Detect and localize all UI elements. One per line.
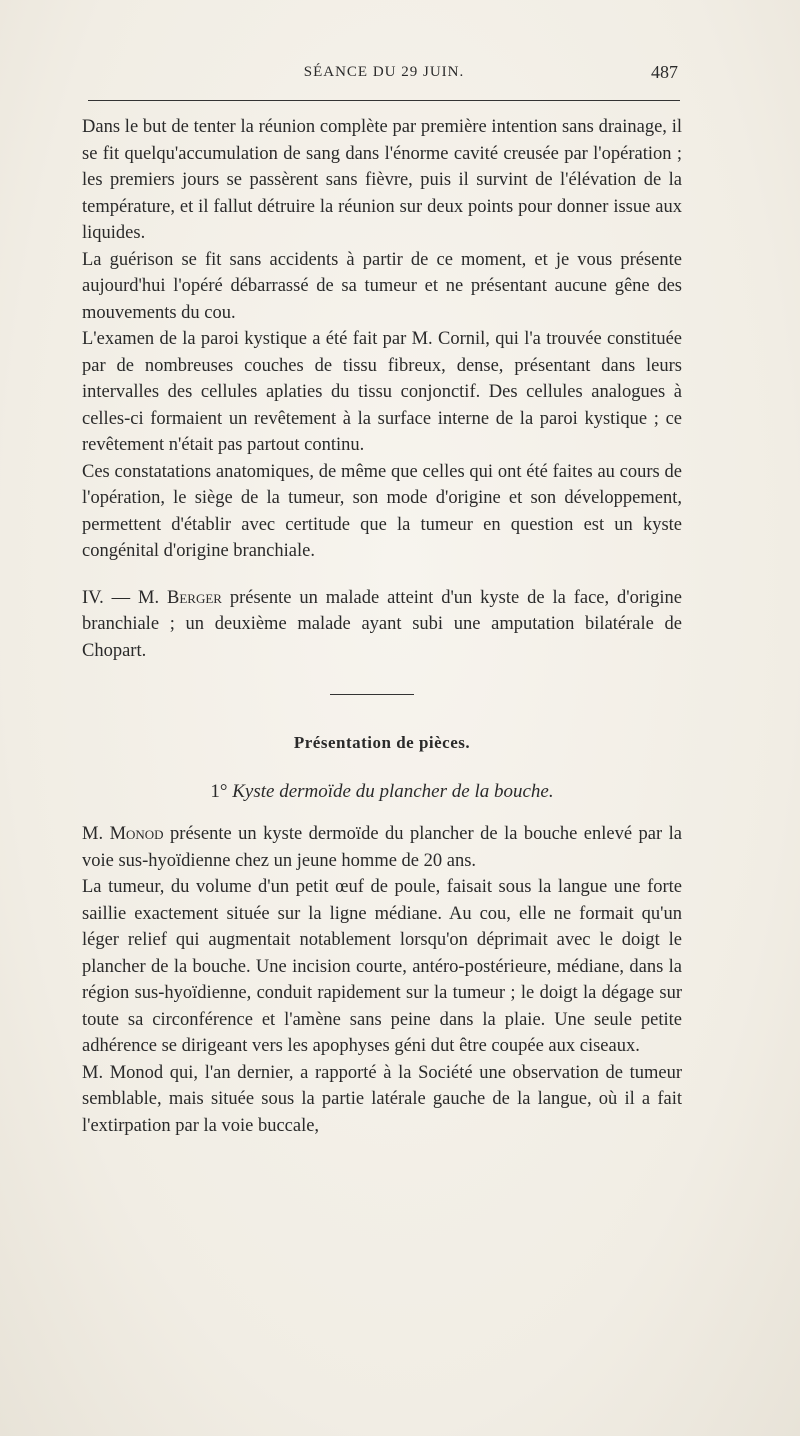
body-text	[82, 114, 682, 1139]
paragraph-5-lead: IV. — M.	[82, 587, 168, 608]
paragraph-gap	[82, 565, 682, 585]
paragraph-6	[82, 821, 682, 874]
paragraph-4: Ces constatations anatomiques, de même que celles qui ont été faites au cours de l'opération, le siège de la tumeur, son mode d'origine et son développement, permettent d'établir avec certitude que la tumeur en question est un kyste congénital d'origine branchiale.	[82, 461, 682, 561]
running-head: SÉANCE DU 29 JUIN.	[303, 64, 465, 80]
section-title: Présentation de pièces.	[293, 733, 471, 752]
subheading	[82, 779, 682, 806]
page-header	[88, 58, 680, 88]
paragraph-5	[82, 585, 682, 665]
short-rule	[330, 694, 414, 695]
paragraph-8: M. Monod qui, l'an dernier, a rapporté à la Société une observation de tumeur semblable, mais située sous la partie latérale gauche de la langue, où il a fait l'extirpation par la voie buccale,	[82, 1062, 682, 1136]
paragraph-5-rest: présente un malade atteint d'un kyste de la face, d'origine branchiale ; un deuxième malade ayant subi une amputation bilatérale de Chopart.	[82, 587, 682, 661]
paragraph-6-rest: présente un kyste dermoïde du plancher de la bouche enlevé par la voie sus-hyoïdienne chez un jeune homme de 20 ans.	[82, 824, 683, 871]
subheading-number: 1°	[210, 780, 228, 802]
subheading-title: Kyste dermoïde du plancher de la bouche.	[232, 780, 554, 802]
author-name-berger: Berger	[167, 587, 222, 608]
section-divider	[82, 664, 682, 724]
paragraph-6-lead: M.	[82, 824, 110, 844]
paragraph-3: L'examen de la paroi kystique a été fait par M. Cornil, qui l'a trouvée constituée par de nombreuses couches de tissu fibreux, dense, présentant dans leurs intervalles des cellules aplaties du tissu conjonctif. Des cellules analogues à celles-ci formaient un revêtement à la surface interne de la paroi kystique ; ce revêtement n'était pas partout continu.	[82, 329, 682, 455]
paragraph-1: Dans le but de tenter la réunion complète par première intention sans drainage, il se fit quelqu'accumulation de sang dans l'énorme cavité creusée par l'opération ; les premiers jours se passèrent sans fièvre, puis il survint de l'élévation de la température, et il fallut détruire la réunion sur deux points pour donner issue aux liquides.	[82, 117, 682, 243]
page-number: 487	[651, 62, 678, 82]
paragraph-7: La tumeur, du volume d'un petit œuf de poule, faisait sous la langue une forte saillie exactement située sur la ligne médiane. Au cou, elle ne formait qu'un léger relief qui augmentait notablement lorsqu'on déprimait avec le doigt le plancher de la bouche. Une incision courte, antéro-postérieure, médiane, dans la région sus-hyoïdienne, conduit rapidement sur la tumeur ; le doigt la dégage sur toute sa circonférence et l'amène sans peine dans la plaie. Une seule petite adhérence se dirigeant vers les apophyses géni dut être coupée aux ciseaux.	[82, 877, 682, 1056]
header-rule	[88, 100, 680, 101]
author-name-monod: Monod	[109, 824, 164, 844]
paragraph-2: La guérison se fit sans accidents à partir de ce moment, et je vous présente aujourd'hui l'opéré débarrassé de sa tumeur et ne présentant aucune gêne des mouvements du cou.	[82, 249, 682, 323]
